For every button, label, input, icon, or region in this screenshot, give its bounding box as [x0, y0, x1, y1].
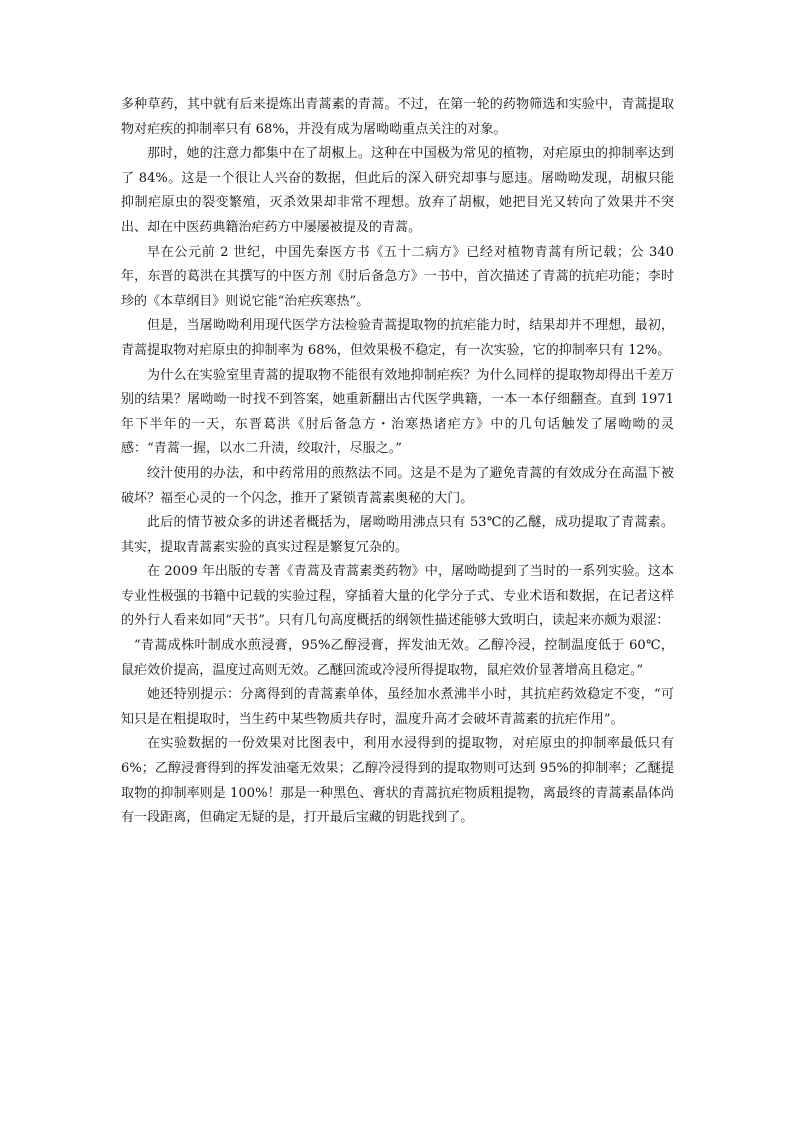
paragraph-1: 多种草药，其中就有后来提炼出青蒿素的青蒿。不过，在第一轮的药物筛选和实验中，青蒿提取物对疟疾的抑制率只有 68%，并没有成为屠呦呦重点关注的对象。 — [121, 97, 674, 137]
paragraph-4: 但是，当屠呦呦利用现代医学方法检验青蒿提取物的抗疟能力时，结果却并不理想，最初，青蒿提取物对疟原虫的抑制率为 68%，但效果极不稳定，有一次实验，它的抑制率只有 12%。 — [121, 318, 674, 358]
paragraph-2: 那时，她的注意力都集中在了胡椒上。这种在中国极为常见的植物，对疟原虫的抑制率达到了 84%。这是一个很让人兴奋的数据，但此后的深入研究却事与愿违。屠呦呦发现，胡椒只能抑制疟原虫的裂变繁殖，灭杀效果却非常不理想。放弃了胡椒，她把目光又转向了效果并不突出、却在中医药典籍治疟药方中屡屡被提及的青蒿。 — [121, 146, 674, 235]
paragraph-11: 在实验数据的一份效果对比图表中，利用水浸得到的提取物，对疟原虫的抑制率最低只有 6%；乙醇浸膏得到的挥发油毫无效果；乙醇冷浸得到的提取物则可达到 95%的抑制率；乙醚提取物的抑制率则是 100%！那是一种黑色、膏状的青蒿抗疟物质粗提物，离最终的青蒿素晶体尚有一段距离，但确定无疑的是，打开最后宝藏的钥匙找到了。 — [121, 736, 674, 826]
paragraph-10: 她还特别提示：分离得到的青蒿素单体，虽经加水煮沸半小时，其抗疟药效稳定不变，“可知只是在粗提取时，当生药中某些物质共存时，温度升高才会破坏青蒿素的抗疟作用”。 — [121, 687, 674, 727]
paragraph-6: 绞汁使用的办法，和中药常用的煎熬法不同。这是不是为了避免青蒿的有效成分在高温下被破坏？福至心灵的一个闪念，推开了紧锁青蒿素奥秘的大门。 — [121, 465, 674, 506]
document-body — [121, 93, 674, 831]
paragraph-3: 早在公元前 2 世纪，中国先秦医方书《五十二病方》已经对植物青蒿有所记载；公 340 年，东晋的葛洪在其撰写的中医方剂《肘后备急方》一书中，首次描述了青蒿的抗疟功能；李时珍的《本草纲目》则说它能“治疟疾寒热”。 — [121, 244, 674, 309]
paragraph-8: 在 2009 年出版的专著《青蒿及青蒿素类药物》中，屠呦呦提到了当时的一系列实验。这本专业性极强的书籍中记载的实验过程，穿插着大量的化学分子式、专业术语和数据，在记者这样的外行人看来如同“天书”。只有几句高度概括的纲领性描述能够大致明白，读起来亦颇为艰涩： — [121, 564, 674, 629]
paragraph-9-quote: “青蒿成株叶制成水煎浸膏，95%乙醇浸膏，挥发油无效。乙醇冷浸，控制温度低于 60℃，鼠疟效价提高，温度过高则无效。乙醚回流或冷浸所得提取物，鼠疟效价显著增高且稳定。” — [121, 638, 674, 678]
paragraph-7: 此后的情节被众多的讲述者概括为，屠呦呦用沸点只有 53℃的乙醚，成功提取了青蒿素。其实，提取青蒿素实验的真实过程是繁复冗杂的。 — [121, 515, 674, 555]
paragraph-5: 为什么在实验室里青蒿的提取物不能很有效地抑制疟疾？为什么同样的提取物却得出千差万别的结果？屠呦呦一时找不到答案，她重新翻出古代医学典籍，一本一本仔细翻查。直到 1971 年下半年的一天，东晋葛洪《肘后备急方・治寒热诸疟方》中的几句话触发了屠呦呦的灵感：“青蒿一握，以水二升渍，绞取汁，尽服之。” — [121, 367, 674, 457]
